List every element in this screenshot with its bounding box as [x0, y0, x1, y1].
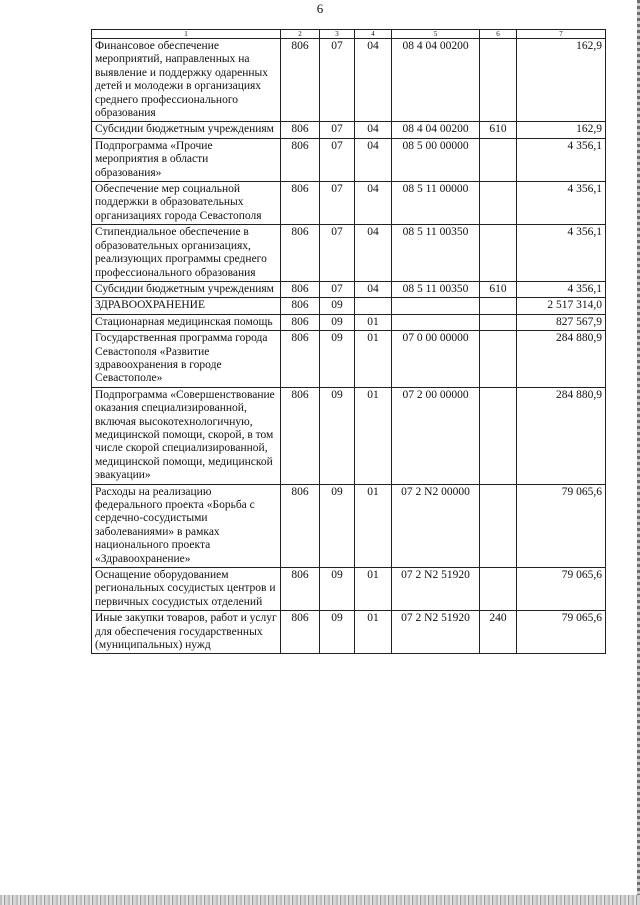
row-ministry-code: 806 — [281, 568, 320, 611]
row-name: Обеспечение мер социальной поддержки в образовательных организациях города Севастополя — [92, 182, 281, 225]
row-ministry-code: 806 — [281, 611, 320, 654]
header-col-5: 5 — [392, 30, 480, 39]
row-subsection: 04 — [355, 281, 392, 297]
row-target-article: 08 5 11 00350 — [392, 281, 480, 297]
row-amount: 79 065,6 — [517, 568, 606, 611]
table-row — [92, 611, 606, 654]
row-section: 07 — [320, 225, 355, 282]
row-amount: 4 356,1 — [517, 281, 606, 297]
row-amount: 284 880,9 — [517, 387, 606, 484]
row-name: Финансовое обеспечение мероприятий, направленных на выявление и поддержку одаренных детей и молодежи в организациях среднего профессионального образования — [92, 39, 281, 122]
row-section: 09 — [320, 484, 355, 567]
row-target-article: 08 4 04 00200 — [392, 39, 480, 122]
header-col-6: 6 — [480, 30, 517, 39]
header-col-2: 2 — [281, 30, 320, 39]
row-name: Стипендиальное обеспечение в образовательных организациях, реализующих программы среднего профессионального образования — [92, 225, 281, 282]
row-section: 09 — [320, 611, 355, 654]
row-amount: 284 880,9 — [517, 331, 606, 388]
row-ministry-code: 806 — [281, 387, 320, 484]
row-section: 07 — [320, 138, 355, 181]
row-subsection: 01 — [355, 387, 392, 484]
table-row — [92, 138, 606, 181]
row-name: ЗДРАВООХРАНЕНИЕ — [92, 298, 281, 314]
row-subsection: 01 — [355, 484, 392, 567]
header-row — [92, 30, 606, 39]
row-amount: 79 065,6 — [517, 611, 606, 654]
table-row — [92, 39, 606, 122]
row-amount: 162,9 — [517, 39, 606, 122]
row-amount: 79 065,6 — [517, 484, 606, 567]
row-name: Субсидии бюджетным учреждениям — [92, 122, 281, 138]
row-section: 07 — [320, 122, 355, 138]
row-subsection: 04 — [355, 39, 392, 122]
row-section: 07 — [320, 182, 355, 225]
row-target-article: 07 2 N2 51920 — [392, 611, 480, 654]
row-amount: 2 517 314,0 — [517, 298, 606, 314]
row-target-article: 08 5 11 00350 — [392, 225, 480, 282]
row-section: 09 — [320, 298, 355, 314]
table-row — [92, 484, 606, 567]
table-row — [92, 314, 606, 330]
row-expense-type — [480, 138, 517, 181]
row-target-article: 08 5 00 00000 — [392, 138, 480, 181]
row-amount: 4 356,1 — [517, 182, 606, 225]
row-expense-type — [480, 182, 517, 225]
row-ministry-code: 806 — [281, 138, 320, 181]
row-ministry-code: 806 — [281, 225, 320, 282]
table-body — [92, 39, 606, 654]
row-expense-type: 610 — [480, 122, 517, 138]
scan-bottom-artifact — [0, 895, 640, 905]
row-name: Подпрограмма «Прочие мероприятия в области образования» — [92, 138, 281, 181]
table-row — [92, 387, 606, 484]
row-expense-type — [480, 568, 517, 611]
table-row — [92, 182, 606, 225]
row-subsection — [355, 298, 392, 314]
row-target-article — [392, 298, 480, 314]
row-name: Стационарная медицинская помощь — [92, 314, 281, 330]
row-section: 09 — [320, 314, 355, 330]
row-amount: 827 567,9 — [517, 314, 606, 330]
budget-table — [91, 29, 606, 654]
table-row — [92, 122, 606, 138]
row-amount: 4 356,1 — [517, 225, 606, 282]
row-section: 09 — [320, 387, 355, 484]
row-target-article: 07 2 N2 00000 — [392, 484, 480, 567]
row-section: 09 — [320, 568, 355, 611]
row-name: Оснащение оборудованием региональных сосудистых центров и первичных сосудистых отделений — [92, 568, 281, 611]
row-amount: 4 356,1 — [517, 138, 606, 181]
row-expense-type — [480, 39, 517, 122]
row-ministry-code: 806 — [281, 39, 320, 122]
row-subsection: 01 — [355, 611, 392, 654]
row-expense-type — [480, 314, 517, 330]
table-header — [92, 30, 606, 39]
row-expense-type: 240 — [480, 611, 517, 654]
header-col-4: 4 — [355, 30, 392, 39]
table-row — [92, 331, 606, 388]
row-ministry-code: 806 — [281, 182, 320, 225]
row-expense-type — [480, 331, 517, 388]
row-section: 09 — [320, 331, 355, 388]
row-expense-type — [480, 298, 517, 314]
row-ministry-code: 806 — [281, 484, 320, 567]
row-ministry-code: 806 — [281, 331, 320, 388]
page-number: 6 — [316, 1, 324, 16]
table-row — [92, 281, 606, 297]
row-target-article — [392, 314, 480, 330]
row-subsection: 01 — [355, 568, 392, 611]
row-name: Государственная программа города Севастополя «Развитие здравоохранения в городе Севастополе» — [92, 331, 281, 388]
row-subsection: 01 — [355, 314, 392, 330]
table-row — [92, 298, 606, 314]
row-ministry-code: 806 — [281, 122, 320, 138]
header-col-1: 1 — [92, 30, 281, 39]
row-target-article: 08 4 04 00200 — [392, 122, 480, 138]
row-name: Подпрограмма «Совершенствование оказания специализированной, включая высокотехнологичную, медицинской помощи, скорой, в том числе скорой специализированной, медицинской помощи, медицинской эвакуации» — [92, 387, 281, 484]
row-ministry-code: 806 — [281, 298, 320, 314]
row-subsection: 04 — [355, 122, 392, 138]
row-subsection: 04 — [355, 138, 392, 181]
row-amount: 162,9 — [517, 122, 606, 138]
table-row — [92, 225, 606, 282]
row-expense-type — [480, 387, 517, 484]
row-expense-type — [480, 225, 517, 282]
header-col-7: 7 — [517, 30, 606, 39]
row-target-article: 08 5 11 00000 — [392, 182, 480, 225]
row-name: Иные закупки товаров, работ и услуг для обеспечения государственных (муниципальных) нужд — [92, 611, 281, 654]
row-name: Расходы на реализацию федерального проекта «Борьба с сердечно-сосудистыми заболеваниями» в рамках национального проекта «Здравоохранение» — [92, 484, 281, 567]
row-section: 07 — [320, 39, 355, 122]
table-row — [92, 568, 606, 611]
row-subsection: 04 — [355, 182, 392, 225]
row-target-article: 07 2 N2 51920 — [392, 568, 480, 611]
row-target-article: 07 2 00 00000 — [392, 387, 480, 484]
row-name: Субсидии бюджетным учреждениям — [92, 281, 281, 297]
row-section: 07 — [320, 281, 355, 297]
row-subsection: 01 — [355, 331, 392, 388]
row-ministry-code: 806 — [281, 314, 320, 330]
row-expense-type: 610 — [480, 281, 517, 297]
row-expense-type — [480, 484, 517, 567]
header-col-3: 3 — [320, 30, 355, 39]
row-subsection: 04 — [355, 225, 392, 282]
row-target-article: 07 0 00 00000 — [392, 331, 480, 388]
row-ministry-code: 806 — [281, 281, 320, 297]
